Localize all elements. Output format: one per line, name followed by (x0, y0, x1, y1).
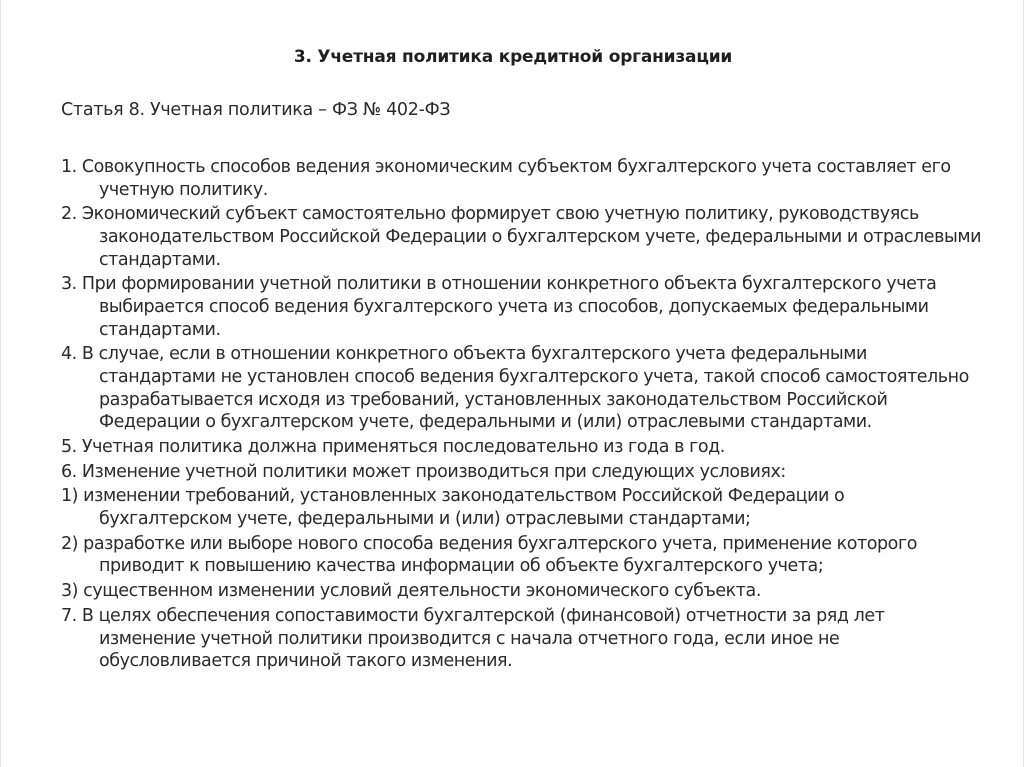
slide-title: 3. Учетная политика кредитной организации (293, 47, 733, 67)
article-item: 4. В случае, если в отношении конкретного объекта бухгалтерского учета федеральными стандартами не установлен способ ведения бухгалтерского учета, такой способ самостоятельно разрабатывается исходя из требований, установленных законодательством Российской Федерации о бухгалтерском учете, федеральными и (или) отраслевыми стандартами. (61, 344, 969, 433)
article-item: 3) существенном изменении условий деятельности экономического субъекта. (61, 581, 761, 602)
article-heading: Статья 8. Учетная политика – ФЗ № 402-ФЗ (61, 100, 451, 120)
article-item: 3. При формировании учетной политики в отношении конкретного объекта бухгалтерского учета выбирается способ ведения бухгалтерского учета из способов, допускаемых федеральными стандартами. (61, 274, 937, 340)
article-item: 1) изменении требований, установленных законодательством Российской Федерации о бухгалтерском учете, федеральными и (или) отраслевыми стандартами; (61, 486, 845, 530)
article-item: 5. Учетная политика должна применяться последовательно из года в год. (61, 436, 725, 457)
article-item: 1. Совокупность способов ведения экономическим субъектом бухгалтерского учета составляет его учетную политику. (61, 157, 951, 200)
article-item: 7. В целях обеспечения сопоставимости бухгалтерской (финансовой) отчетности за ряд лет изменение учетной политики производится с начала отчетного года, если иное не обусловливается причиной такого изменения. (61, 605, 885, 672)
article-item: 2) разработке или выборе нового способа ведения бухгалтерского учета, применение которого приводит к повышению качества информации об объекте бухгалтерского учета; (61, 533, 917, 577)
article-items-list (61, 156, 981, 675)
article-item: 2. Экономический субъект самостоятельно формирует свою учетную политику, руководствуясь законодательством Российской Федерации о бухгалтерском учете, федеральными и отраслевыми стандартами. (61, 204, 982, 270)
article-item: 6. Изменение учетной политики может производиться при следующих условиях: (61, 461, 786, 482)
